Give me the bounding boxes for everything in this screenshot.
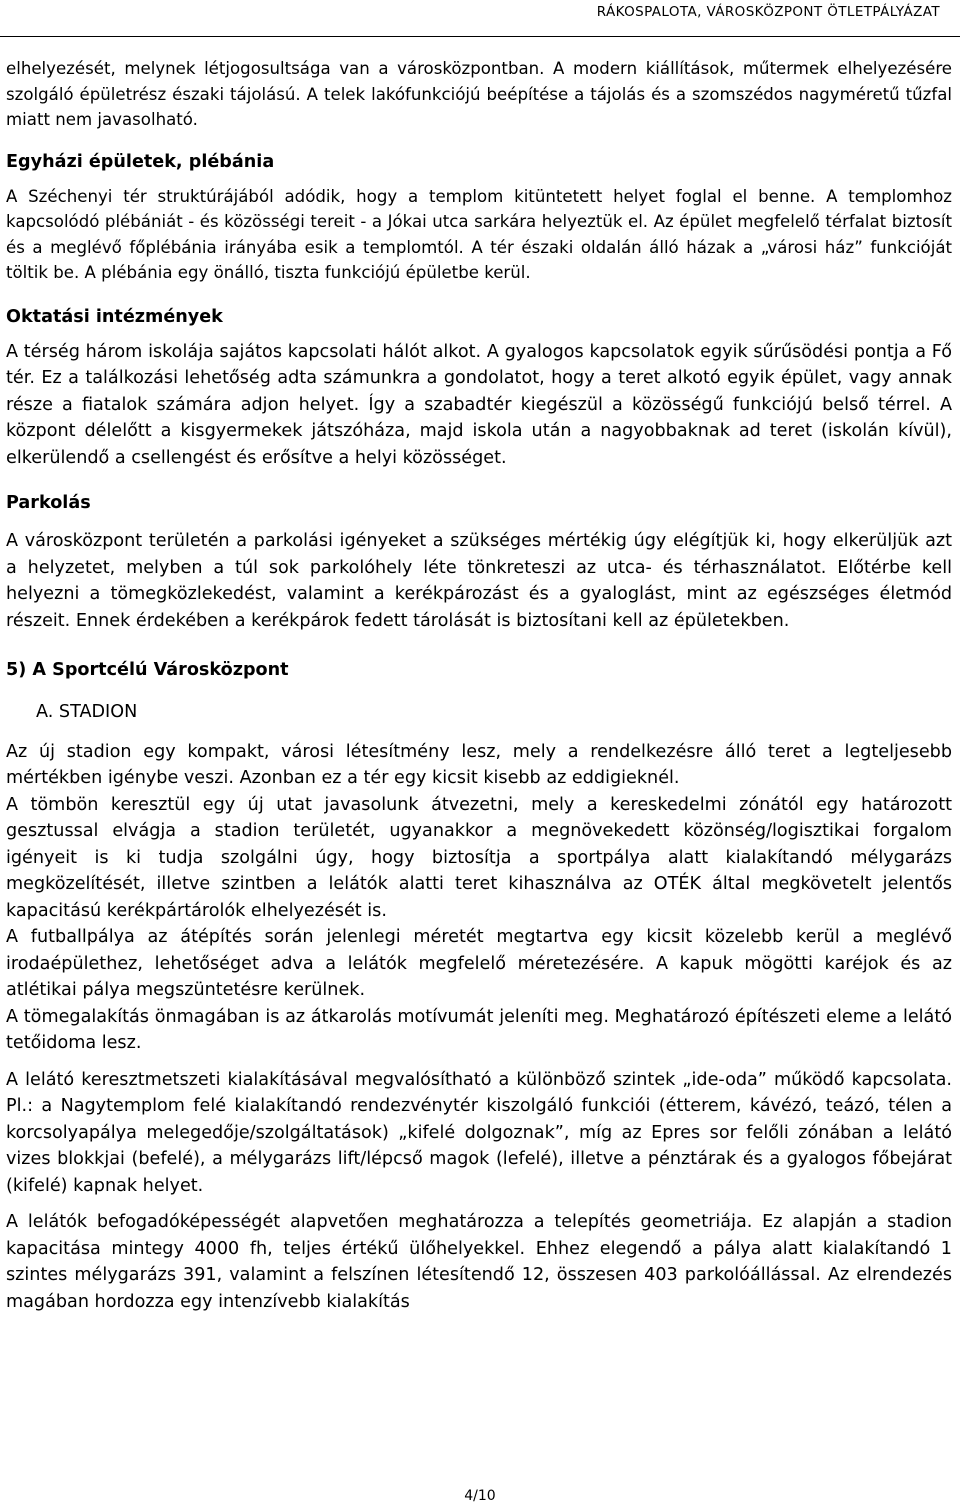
sport-paragraph: A futballpálya az átépítés során jelenlegi méretét megtartva egy kicsit közelebb kerül a meglévő irodaépülethez, lehetőséget adva a lelátók megfelelő méretezésére. A kapuk mögötti karéjok és az atlétikai pálya megszüntetésre kerülnek. bbox=[6, 927, 952, 1000]
stadion-subheading bbox=[6, 699, 952, 726]
sport-heading: 5) A Sportcélú Városközpont bbox=[6, 660, 289, 680]
education-section bbox=[6, 339, 952, 472]
education-heading: Oktatási intézmények bbox=[6, 306, 223, 327]
page-content bbox=[6, 56, 952, 1315]
sport-paragraph: Az új stadion egy kompakt, városi létesítmény lesz, mely a rendelkezésre álló teret a legteljesebb mértékben igénybe veszi. Azonban ez a tér egy kicsit kisebb az eddigieknél. bbox=[6, 741, 952, 788]
church-paragraph: A Széchenyi tér struktúrájából adódik, hogy a templom kitüntetett helyet foglal el benne. A templomhoz kapcsolódó plébániát - és közösségi tereit - a Jókai utca sarkára helyeztük el. Az épület megfelelő térfalat biztosít és a meglévő főplébánia irányába esik a templomtól. A tér északi oldalán álló házak a „városi ház” funkcióját töltik be. A plébánia egy önálló, tiszta funkciójú épületbe kerül. bbox=[6, 186, 952, 282]
church-heading: Egyházi épületek, plébánia bbox=[6, 151, 275, 172]
sport-paragraph: A tömbön keresztül egy új utat javasolunk átvezetni, mely a kereskedelmi zónától egy határozott gesztussal elvágja a stadion területét, ugyanakkor a megnövekedett közönség/logisztikai forgalom igényeit is ki tudja szolgálni úgy, hogy biztosítja a sportpálya alatt kialakítandó mélygarázs megközelítését, illetve szintben a lelátók alatti teret kihasználva az OTÉK által megkövetelt jelentős kapacitású kerékpártárolók elhelyezését is. bbox=[6, 794, 952, 921]
header-rule bbox=[0, 36, 960, 37]
parking-heading: Parkolás bbox=[6, 493, 91, 513]
sport-section bbox=[6, 739, 952, 1316]
education-paragraph: A térség három iskolája sajátos kapcsolati hálót alkot. A gyalogos kapcsolatok egyik sűrűsödési pontja a Fő tér. Ez a találkozási lehetőség adta számunkra a gondolatot, hogy a teret alkotó egyik épület, vagy annak része a fiatalok számára adjon helyet. Így a szabadtér kiegészül a közösségű funkciójú belső térrel. A központ délelőtt a kisgyermekek játszóháza, majd iskola után a nagyobbaknak ad teret (iskolán kívül), elkerülendő a csellengést és erősítve a helyi közösséget. bbox=[6, 341, 952, 468]
intro-paragraph: elhelyezését, melynek létjogosultsága van a városközpontban. A modern kiállítások, műtermek elhelyezésére szolgáló épületrész északi tájolású. A telek lakófunkciójú beépítése a tájolás és a szomszédos nagyméretű tűzfal miatt nem javasolható. bbox=[6, 59, 952, 129]
intro-section bbox=[6, 56, 952, 133]
parking-paragraph: A városközpont területén a parkolási igényeket a szükséges mértékig úgy elégítjük ki, hogy elkerüljük azt a helyzetet, melyben a túl sok parkolóhely léte tönkreteszi az utca- és térhasználatot. Előtérbe kell helyezni a tömegközlekedést, valamint a kerékpározást és a gyaloglást, mint az egészséges életmód részeit. Ennek érdekében a kerékpárok fedett tárolását is biztosítani kell az épületekben. bbox=[6, 531, 952, 631]
church-section bbox=[6, 184, 952, 286]
running-header: RÁKOSPALOTA, VÁROSKÖZPONT ÖTLETPÁLYÁZAT bbox=[596, 4, 940, 20]
sport-paragraph: A tömegalakítás önmagában is az átkarolás motívumát jeleníti meg. Meghatározó építészeti eleme a lelátó tetőidoma lesz. bbox=[6, 1006, 952, 1053]
sport-paragraph: A lelátó keresztmetszeti kialakításával megvalósítható a különböző szintek „ide-oda” működő kapcsolata. Pl.: a Nagytemplom felé kialakítandó rendezvénytér kiszolgáló funkciói (étterem, kávézó, teázó, télen a korcsolyapálya melegedője/szolgáltatások) „kifelé dolgoznak”, míg az Epres sor felőli zónában a lelátó vizes blokkjai (befelé), a mélygarázs lift/lépcső magok (lefelé), illetve a pénztárak és a gyalogos főbejárat (kifelé) kapnak helyet. bbox=[6, 1069, 952, 1196]
sport-paragraph: A lelátók befogadóképességét alapvetően meghatározza a telepítés geometriája. Ez alapján a stadion kapacitása mintegy 4000 fh, teljes értékű ülőhelyekkel. Ehhez elegendő a pálya alatt kialakítandó 1 szintes mélygarázs 391, valamint a felszínen létesítendő 12, összesen 403 parkolóállással. Az elrendezés magában hordozza egy intenzívebb kialakítás bbox=[6, 1212, 952, 1312]
parking-section bbox=[6, 528, 952, 634]
stadion-subheading-text: A. STADION bbox=[36, 702, 138, 722]
page-number: 4/10 bbox=[464, 1488, 496, 1504]
